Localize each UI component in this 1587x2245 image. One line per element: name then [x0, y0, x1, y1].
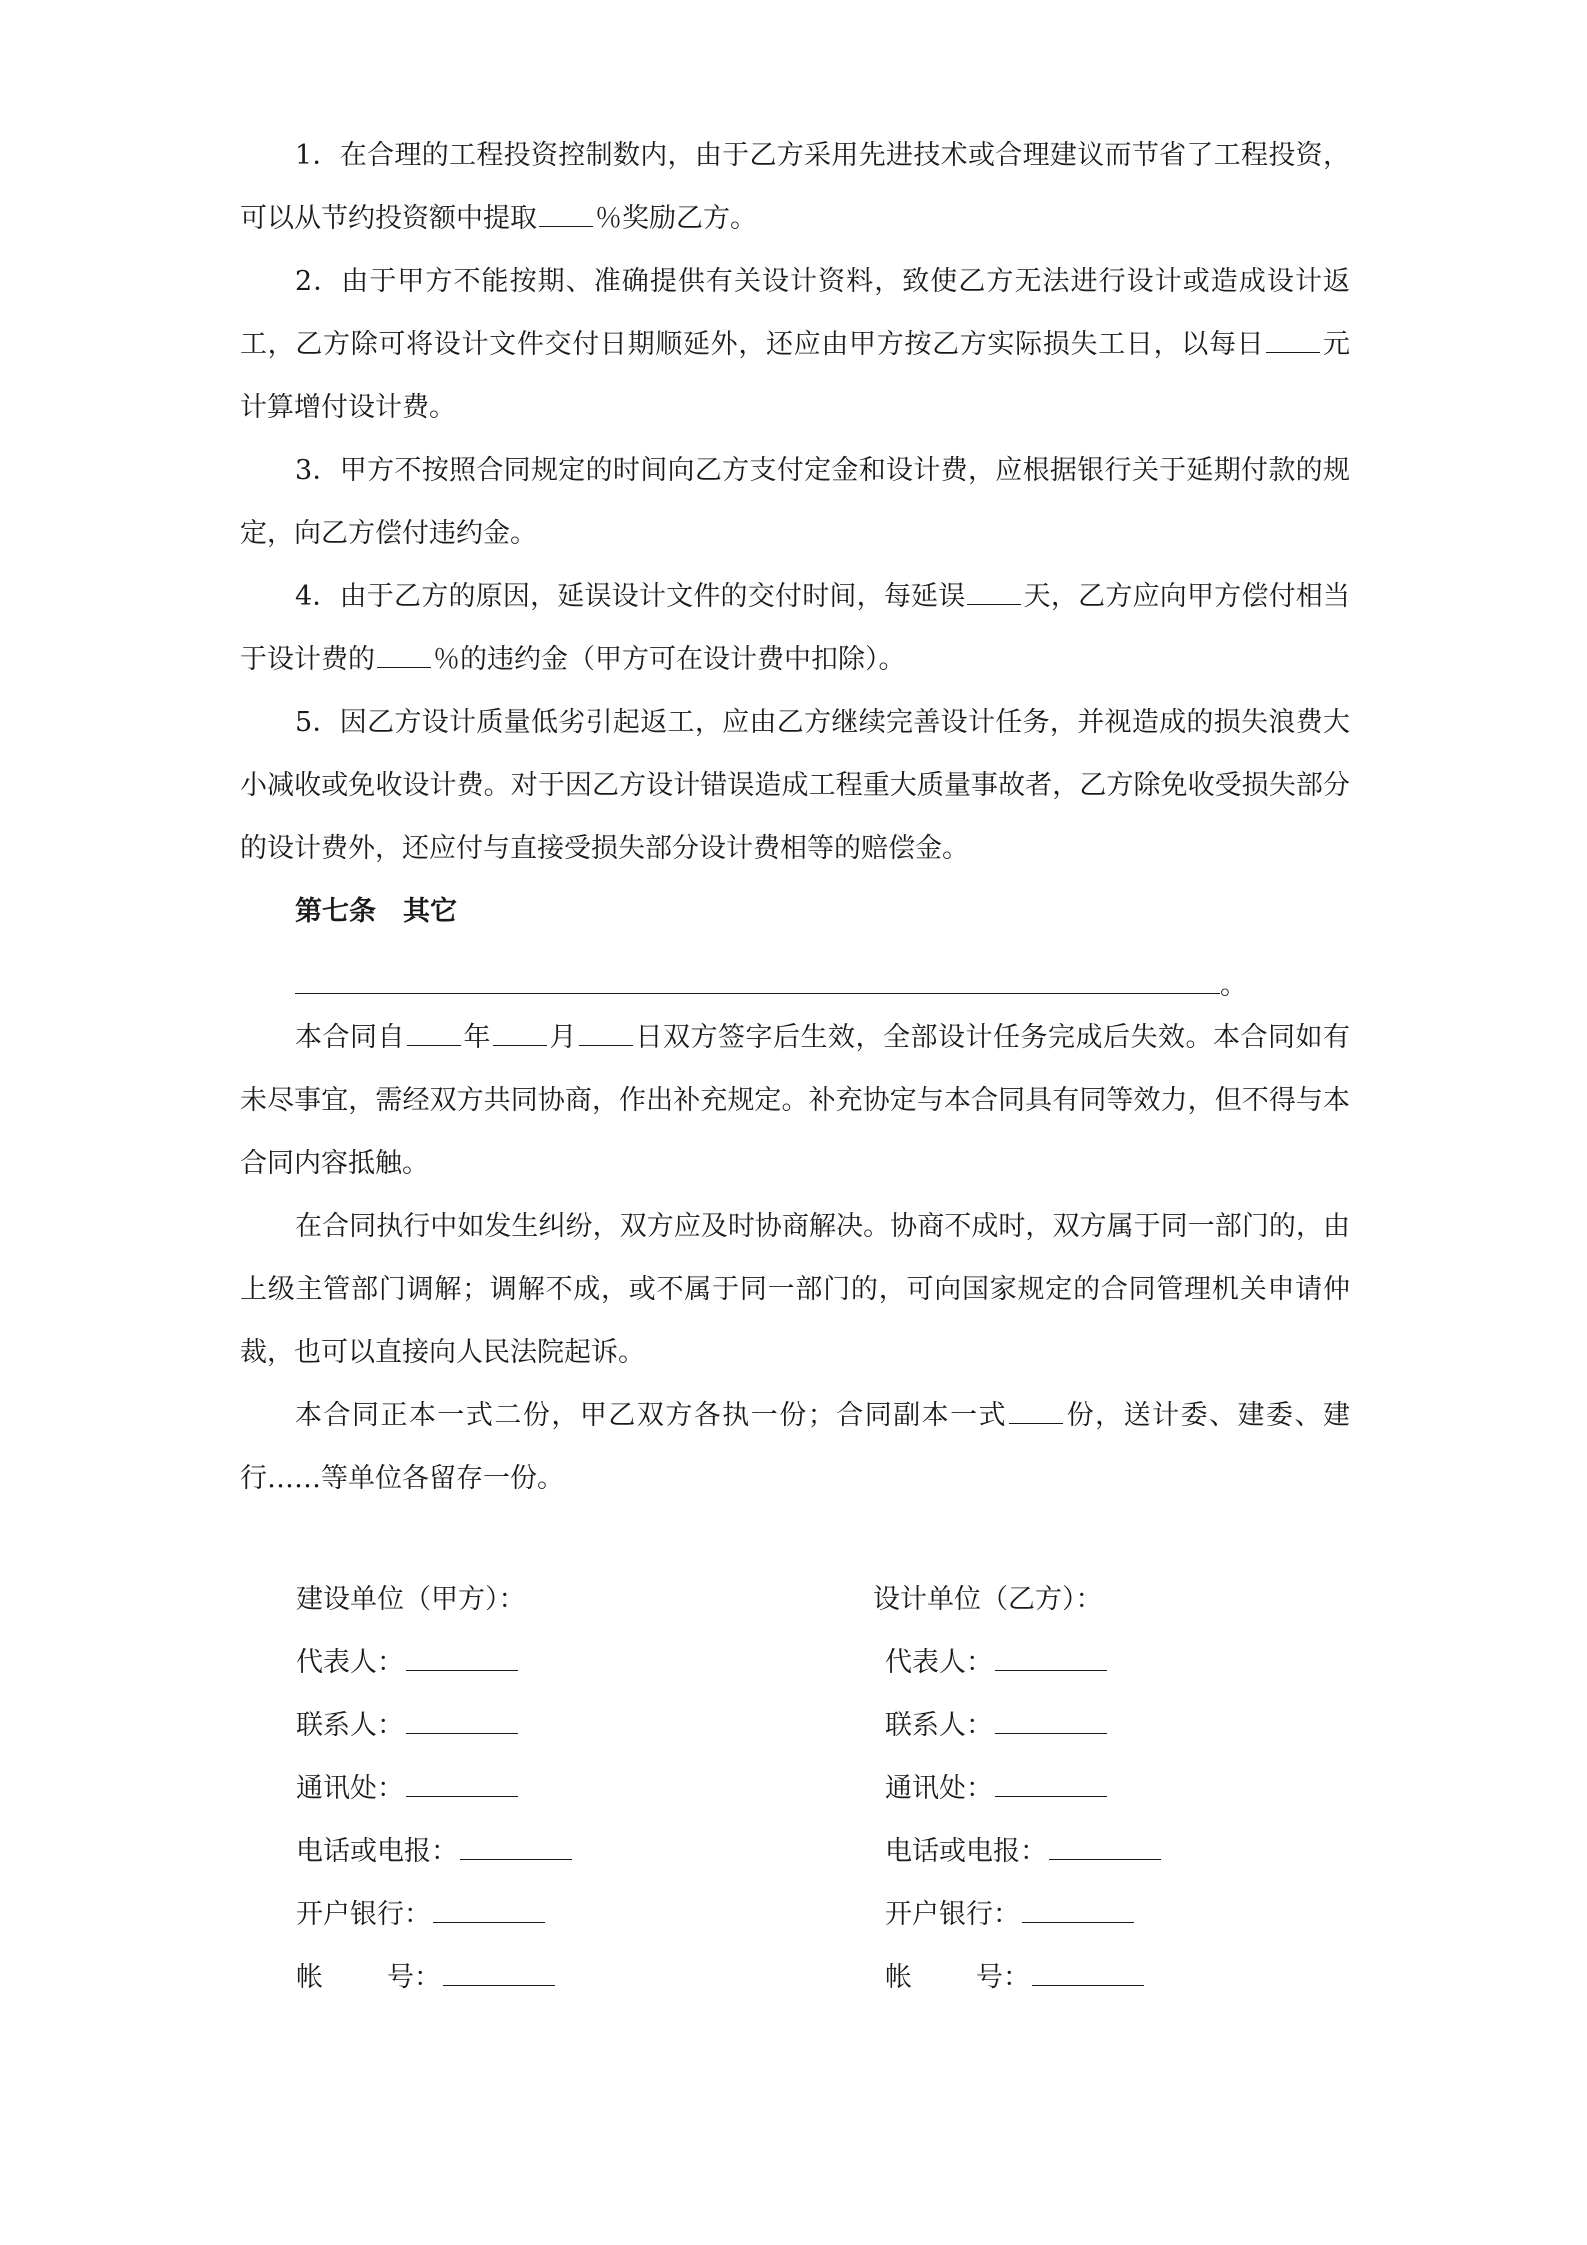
- party-b-account: [873, 1946, 1163, 2009]
- dispute-text: 在合同执行中如发生纠纷，双方应及时协商解决。协商不成时，双方属于同一部门的，由上级主管部门调解；调解不成，或不属于同一部门的，可向国家规定的合同管理机关申请仲裁，也可以直接向人民法院起诉。: [240, 1211, 1350, 1368]
- month-blank: [493, 1021, 547, 1046]
- representative-blank: [995, 1646, 1107, 1671]
- clause-1-tail: ％奖励乙方。: [595, 203, 757, 234]
- party-a-bank: [296, 1883, 574, 1946]
- representative-label: 代表人：: [296, 1647, 404, 1678]
- account-label-a: 帐: [296, 1962, 323, 1993]
- clause-3: [240, 439, 1350, 565]
- address-label: 通讯处：: [885, 1773, 993, 1804]
- contact-label: 联系人：: [885, 1710, 993, 1741]
- contact-label: 联系人：: [296, 1710, 404, 1741]
- year-blank: [407, 1021, 461, 1046]
- party-a-title: 建设单位（甲方）：: [296, 1584, 526, 1615]
- account-label-a: 帐: [885, 1962, 912, 1993]
- phone-label: 电话或电报：: [885, 1836, 1047, 1867]
- bank-label: 开户银行：: [885, 1899, 1020, 1930]
- clause-4-middle: 天，乙方应向甲方偿付相当于设计费的: [240, 581, 1351, 675]
- phone-blank: [460, 1835, 572, 1860]
- penalty-percent-blank: [377, 643, 431, 668]
- copies-text: 本合同正本一式二份，甲乙双方各执一份；合同副本一式: [295, 1400, 1008, 1431]
- clause-3-text: 3．甲方不按照合同规定的时间向乙方支付定金和设计费，应根据银行关于延期付款的规定，向乙方偿付违约金。: [240, 455, 1350, 549]
- clause-2: [240, 250, 1350, 439]
- effective-clause: [240, 1006, 1350, 1195]
- contact-blank: [995, 1709, 1107, 1734]
- party-b-phone: [873, 1820, 1163, 1883]
- party-b-title: 设计单位（乙方）：: [873, 1584, 1103, 1615]
- clause-4-text: 4．由于乙方的原因，延误设计文件的交付时间，每延误: [295, 581, 966, 612]
- effective-tail: 日双方签字后生效，全部设计任务完成后失效。本合同如有未尽事宜，需经双方共同协商，作出补充规定。补充协定与本合同具有同等效力，但不得与本合同内容抵触。: [240, 1022, 1350, 1179]
- party-b-signature-block: [873, 1568, 1163, 2009]
- address-label: 通讯处：: [296, 1773, 404, 1804]
- party-b-address: [873, 1757, 1163, 1820]
- copies-clause: [240, 1384, 1350, 1510]
- daily-amount-blank: [1266, 328, 1320, 353]
- representative-blank: [406, 1646, 518, 1671]
- address-blank: [995, 1772, 1107, 1797]
- clause-2-text: 2．由于甲方不能按期、准确提供有关设计资料，致使乙方无法进行设计或造成设计返工，乙方除可将设计文件交付日期顺延外，还应由甲方按乙方实际损失工日，以每日: [240, 266, 1350, 360]
- clause-1: [240, 124, 1350, 250]
- address-blank: [406, 1772, 518, 1797]
- long-blank: [295, 971, 1220, 994]
- bank-blank: [1022, 1898, 1134, 1923]
- copies-tail: 份，送计委、建委、建行……等单位各留存一份。: [240, 1400, 1351, 1494]
- party-a-signature-block: [296, 1568, 574, 2009]
- clause-4-tail: ％的违约金（甲方可在设计费中扣除）。: [433, 644, 906, 675]
- party-a-phone: [296, 1820, 574, 1883]
- contact-blank: [406, 1709, 518, 1734]
- party-a-account: [296, 1946, 574, 2009]
- clause-5: [240, 691, 1350, 880]
- bank-blank: [433, 1898, 545, 1923]
- clause-1-text: 1．在合理的工程投资控制数内，由于乙方采用先进技术或合理建议而节省了工程投资，可以从节约投资额中提取: [240, 140, 1350, 234]
- year-label: 年: [463, 1022, 491, 1053]
- phone-label: 电话或电报：: [296, 1836, 458, 1867]
- account-label-b: 号：: [976, 1962, 1030, 1993]
- bank-label: 开户银行：: [296, 1899, 431, 1930]
- percentage-blank: [539, 202, 593, 227]
- party-a-contact: [296, 1694, 574, 1757]
- dispute-clause: [240, 1195, 1350, 1384]
- account-blank: [1032, 1961, 1144, 1986]
- article-7-heading: 第七条 其它: [295, 896, 457, 927]
- delay-days-blank: [967, 580, 1021, 605]
- effective-text: 本合同自: [295, 1022, 405, 1053]
- month-label: 月: [549, 1022, 577, 1053]
- party-b-contact: [873, 1694, 1163, 1757]
- phone-blank: [1049, 1835, 1161, 1860]
- account-blank: [443, 1961, 555, 1986]
- party-a-representative: [296, 1631, 574, 1694]
- clause-5-text: 5．因乙方设计质量低劣引起返工，应由乙方继续完善设计任务，并视造成的损失浪费大小减收或免收设计费。对于因乙方设计错误造成工程重大质量事故者，乙方除免收受损失部分的设计费外，还应付与直接受损失部分设计费相等的赔偿金。: [240, 707, 1350, 864]
- line-end-mark: 。: [1220, 970, 1247, 1001]
- copies-count-blank: [1009, 1399, 1063, 1424]
- day-blank: [579, 1021, 633, 1046]
- party-b-representative: [873, 1631, 1163, 1694]
- party-a-address: [296, 1757, 574, 1820]
- party-b-bank: [873, 1883, 1163, 1946]
- clause-4: [240, 565, 1350, 691]
- account-label-b: 号：: [387, 1962, 441, 1993]
- clause-2-tail: 元计算增付设计费。: [240, 329, 1351, 423]
- representative-label: 代表人：: [885, 1647, 993, 1678]
